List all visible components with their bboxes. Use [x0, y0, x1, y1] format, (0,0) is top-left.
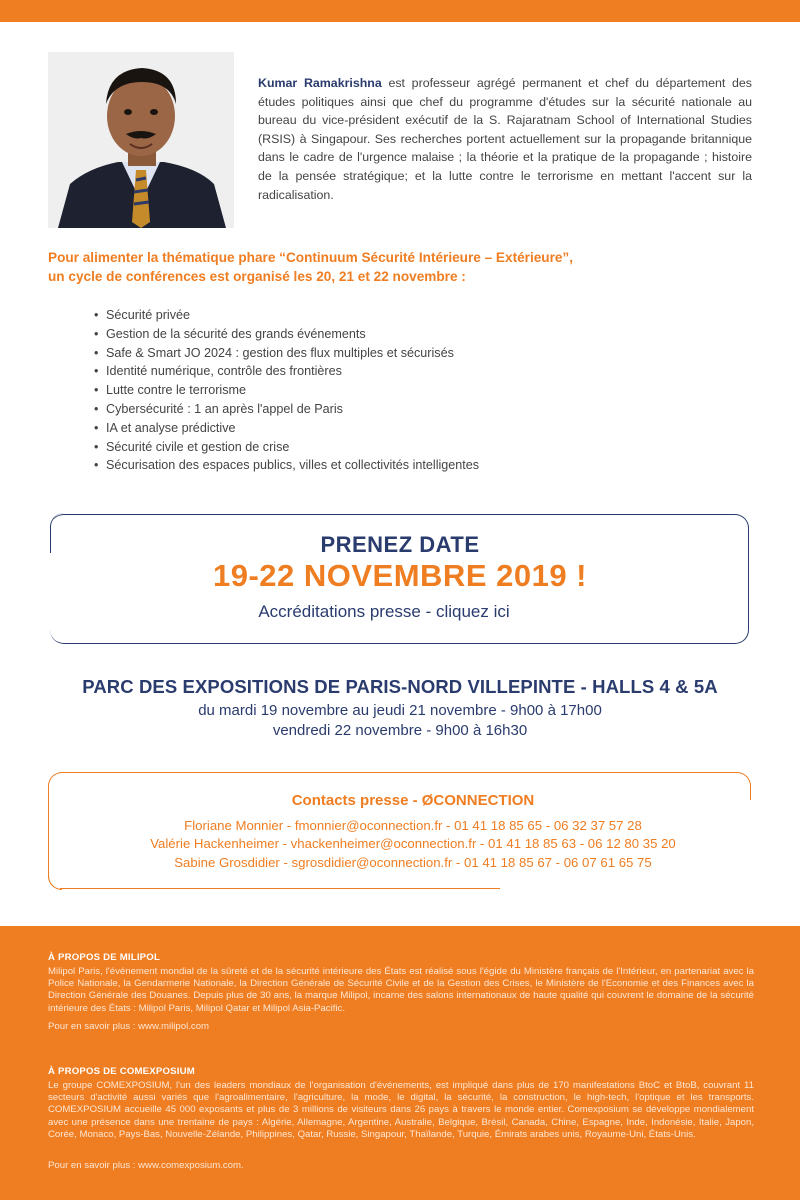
speaker-photo — [48, 52, 234, 228]
opening-hours-1: du mardi 19 novembre au jeudi 21 novembre - 9h00 à 17h00 — [198, 702, 602, 719]
bullet-icon: • — [94, 345, 99, 360]
milipol-website-link[interactable]: Pour en savoir plus : www.milipol.com — [48, 1021, 210, 1032]
about-comexposium-heading: À PROPOS DE COMEXPOSIUM — [48, 1066, 195, 1077]
comexposium-website-link[interactable]: Pour en savoir plus : www.comexposium.com. — [48, 1160, 244, 1171]
bullet-icon: • — [94, 439, 99, 454]
list-item: • Cybersécurité : 1 an après l'appel de Paris — [94, 400, 479, 419]
list-item: • Lutte contre le terrorisme — [94, 381, 479, 400]
about-comexposium-text: Le groupe COMEXPOSIUM, l'un des leaders mondiaux de l'organisation d'événements, est impliqué dans plus de 170 manifestations BtoC et BtoB, couvrant 11 secteurs d'activité aussi variés que l'agroalimentaire, l'agriculture, la mode, le digital, la sécurité, la construction, le high-tech, l'optique et les transports. COMEXPOSIUM accueille 45 000 exposants et plus de 3 millions de visiteurs dans 26 pays à travers le monde entier. Comexposium se développe mondialement avec une présence dans une trentaine de pays : Algérie, Allemagne, Argentine, Australie, Belgique, Brésil, Canada, Chine, Espagne, Inde, Indonésie, Italie, Japon, Corée, Monaco, Pays-Bas, Nouvelle-Zélande, Philippines, Qatar, Russie, Singapour, Thaïlande, Turquie, Émirats arabes unis, Royaume-Uni, États-Unis. — [48, 1080, 754, 1140]
list-item: • Sécurité privée — [94, 306, 479, 325]
press-contact[interactable]: Floriane Monnier - fmonnier@oconnection.fr - 01 41 18 85 65 - 06 32 37 57 28 — [184, 818, 642, 833]
save-the-date-heading: PRENEZ DATE — [320, 532, 480, 557]
bullet-icon: • — [94, 308, 99, 322]
bio-paragraph — [258, 74, 752, 204]
bullet-icon: • — [94, 401, 99, 416]
bullet-icon: • — [94, 383, 99, 398]
press-accreditation-link[interactable]: Accréditations presse - cliquez ici — [258, 602, 510, 621]
portrait-illustration — [48, 52, 234, 228]
bullet-icon: • — [94, 326, 99, 341]
frame-bottom-line — [60, 888, 500, 889]
event-dates: 19-22 NOVEMBRE 2019 ! — [212, 558, 588, 593]
speaker-bio — [48, 52, 752, 228]
bullet-icon: • — [94, 364, 99, 379]
press-contact[interactable]: Valérie Hackenheimer - vhackenheimer@oconnection.fr - 01 41 18 85 63 - 06 12 80 35 20 — [150, 836, 676, 851]
conference-theme — [48, 248, 752, 286]
bullet-icon: • — [94, 458, 99, 473]
theme-line-1: Pour alimenter la thématique phare “Continuum Sécurité Intérieure – Extérieure”, — [48, 250, 574, 265]
list-item: • Identité numérique, contrôle des frontières — [94, 362, 479, 381]
press-contact[interactable]: Sabine Grosdidier - sgrosdidier@oconnection.fr - 01 41 18 85 67 - 06 07 61 65 75 — [174, 855, 652, 870]
list-item: • Sécurisation des espaces publics, villes et collectivités intelligentes — [94, 456, 479, 475]
theme-line-2: un cycle de conférences est organisé les 20, 21 et 22 novembre : — [48, 269, 466, 284]
top-accent-bar — [0, 0, 800, 22]
speaker-name: Kumar Ramakrishna — [258, 76, 382, 90]
about-milipol-text: Milipol Paris, l'événement mondial de la sûreté et de la sécurité intérieure des États est réalisé sous l'égide du Ministère français de l'Intérieur, en partenariat avec la Police Nationale, la Gendarmerie Nationale, la Direction Générale de Sécurité Civile et de la Gestion des Crises, le Ministère de l'Economie et des Finances avec la Direction Générale des Douanes. Depuis plus de 30 ans, la marque Milipol, incarne des salons internationaux de haute qualité qui couvrent le domaine de la sécurité intérieure des États : Milipol Paris, Milipol Qatar et Milipol Asia-Pacific. — [48, 966, 754, 1014]
list-item: • Sécurité civile et gestion de crise — [94, 438, 479, 457]
list-item: • Safe & Smart JO 2024 : gestion des flux multiples et sécurisés — [94, 344, 479, 363]
about-milipol-heading: À PROPOS DE MILIPOL — [48, 952, 161, 963]
conference-topics-list — [94, 306, 479, 475]
bio-description: est professeur agrégé permanent et chef du département des études politiques ainsi que chef du programme d'études sur la sécurité nationale au bureau du vice-président exécutif de la S. Rajaratnam School of International Studies (RSIS) à Singapour. Ses recherches portent actuellement sur la propagande britannique dans le cadre de l'urgence malaise ; la théorie et la pratique de la propagande ; histoire de la pensée stratégique; et la lutte contre le terrorisme en mettant l'accent sur la radicalisation. — [258, 76, 752, 202]
opening-hours-2: vendredi 22 novembre - 9h00 à 16h30 — [272, 722, 528, 739]
list-item: • IA et analyse prédictive — [94, 419, 479, 438]
venue-title: PARC DES EXPOSITIONS DE PARIS-NORD VILLEPINTE - HALLS 4 & 5A — [82, 676, 718, 697]
bullet-icon: • — [94, 420, 99, 435]
press-contacts-title: Contacts presse - ØCONNECTION — [291, 792, 535, 809]
list-item: • Gestion de la sécurité des grands événements — [94, 325, 479, 344]
